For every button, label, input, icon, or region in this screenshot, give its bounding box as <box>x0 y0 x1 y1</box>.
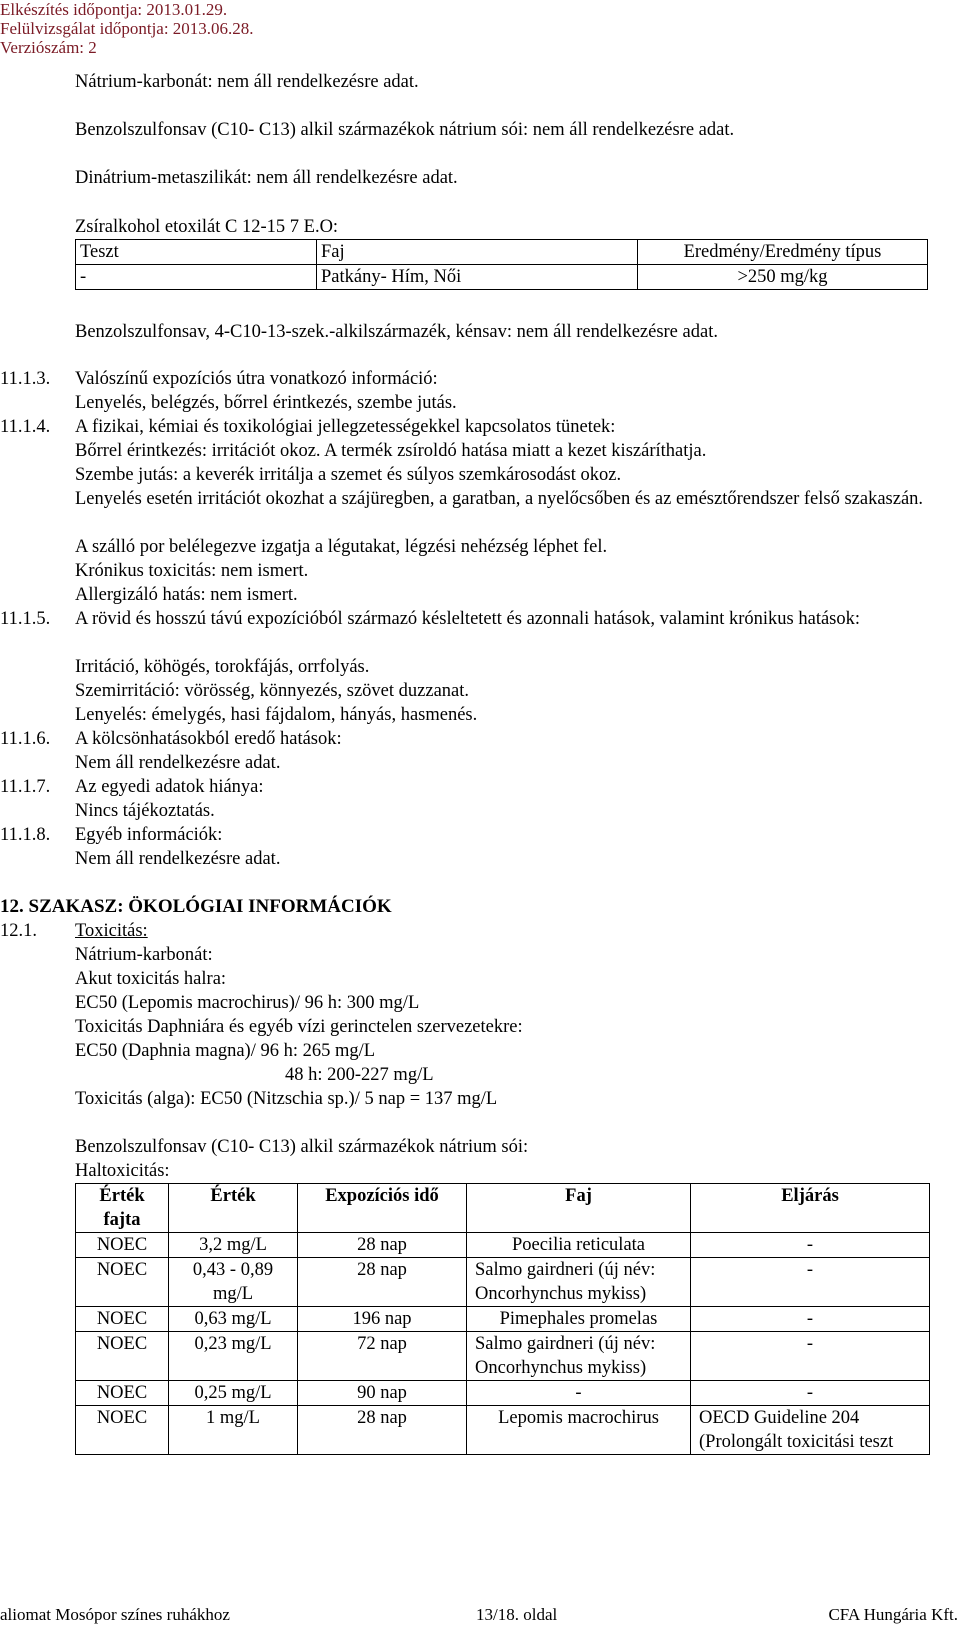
section-line: EC50 (Daphnia magna)/ 96 h: 265 mg/L <box>75 1041 376 1061</box>
table-cell: Salmo gairdneri (új név: Oncorhynchus mykiss) <box>467 1332 691 1381</box>
table-cell: NOEC <box>76 1233 169 1258</box>
table-row <box>76 1381 930 1406</box>
table-header-row <box>76 1184 930 1233</box>
section-line: Nem áll rendelkezésre adat. <box>75 753 281 773</box>
footer-product-name: aliomat Mosópor színes ruhákhoz <box>0 1605 230 1624</box>
table-cell: Pimephales promelas <box>467 1307 691 1332</box>
section-line: 48 h: 200-227 mg/L <box>285 1065 434 1085</box>
table-cell: Patkány- Hím, Női <box>317 265 638 290</box>
section-line: Nem áll rendelkezésre adat. <box>75 849 281 869</box>
table-header-cell: Érték fajta <box>76 1184 169 1233</box>
paragraph-benzenesulfonic: Benzolszulfonsav (C10- C13) alkil származékok nátrium sói: nem áll rendelkezésre adat. <box>75 120 735 140</box>
table-cell: 28 nap <box>298 1258 467 1307</box>
table-cell: NOEC <box>76 1332 169 1381</box>
section-number: 11.1.6. <box>0 729 51 749</box>
table-cell: 28 nap <box>298 1406 467 1455</box>
table-cell: 28 nap <box>298 1233 467 1258</box>
table-cell: 196 nap <box>298 1307 467 1332</box>
table-cell: 0,63 mg/L <box>169 1307 298 1332</box>
table-header-cell: Eredmény/Eredmény típus <box>638 240 928 265</box>
table-cell: 3,2 mg/L <box>169 1233 298 1258</box>
fish-toxicity-table <box>75 1183 930 1455</box>
table-row <box>76 1406 930 1455</box>
section-line: Szembe jutás: a keverék irritálja a szemet és súlyos szemkárosodást okoz. <box>75 465 622 485</box>
table-cell: - <box>691 1307 930 1332</box>
section-number: 11.1.8. <box>0 825 51 845</box>
section-line: Allergizáló hatás: nem ismert. <box>75 585 298 605</box>
fatty-alcohol-table <box>75 239 928 290</box>
table-cell: NOEC <box>76 1381 169 1406</box>
table-header-cell: Faj <box>317 240 638 265</box>
table-cell: - <box>691 1381 930 1406</box>
section-line: Lenyelés: émelygés, hasi fájdalom, hányás, hasmenés. <box>75 705 478 725</box>
table-cell: - <box>691 1258 930 1307</box>
table-cell: - <box>691 1332 930 1381</box>
table-cell: Poecilia reticulata <box>467 1233 691 1258</box>
section-title: A kölcsönhatásokból eredő hatások: <box>75 729 342 749</box>
table-cell: 72 nap <box>298 1332 467 1381</box>
section-line: Szemirritáció: vörösség, könnyezés, szövet duzzanat. <box>75 681 470 701</box>
section-line: Haltoxicitás: <box>75 1161 170 1181</box>
section-line: Benzolszulfonsav (C10- C13) alkil származékok nátrium sói: <box>75 1137 529 1157</box>
section-line: Toxicitás (alga): EC50 (Nitzschia sp.)/ 5 nap = 137 mg/L <box>75 1089 498 1109</box>
section-line: Bőrrel érintkezés: irritációt okoz. A termék zsíroldó hatása miatt a kezet kiszáríthatja. <box>75 441 707 461</box>
paragraph-sulfonic-acid: Benzolszulfonsav, 4-C10-13-szek.-alkilszármazék, kénsav: nem áll rendelkezésre adat. <box>75 322 718 342</box>
section-12-heading: 12. SZAKASZ: ÖKOLÓGIAI INFORMÁCIÓK <box>0 896 392 917</box>
table-cell: - <box>467 1381 691 1406</box>
version-number: Verziószám: 2 <box>0 38 97 57</box>
section-line: EC50 (Lepomis macrochirus)/ 96 h: 300 mg/L <box>75 993 420 1013</box>
table-header-cell: Expozíciós idő <box>298 1184 467 1233</box>
table-header-cell: Teszt <box>76 240 317 265</box>
table-cell: 0,23 mg/L <box>169 1332 298 1381</box>
table-cell: 0,43 - 0,89 mg/L <box>169 1258 298 1307</box>
table-header-cell: Eljárás <box>691 1184 930 1233</box>
section-line: Krónikus toxicitás: nem ismert. <box>75 561 309 581</box>
section-line: Nincs tájékoztatás. <box>75 801 215 821</box>
section-title: Az egyedi adatok hiánya: <box>75 777 264 797</box>
table-header-cell: Faj <box>467 1184 691 1233</box>
section-line: Lenyelés, belégzés, bőrrel érintkezés, szembe jutás. <box>75 393 457 413</box>
paragraph-sodium-carbonate: Nátrium-karbonát: nem áll rendelkezésre adat. <box>75 72 419 92</box>
section-number: 11.1.4. <box>0 417 51 437</box>
table-row <box>76 1332 930 1381</box>
paragraph-fatty-alcohol: Zsíralkohol etoxilát C 12-15 7 E.O: <box>75 217 339 237</box>
table-cell: - <box>76 265 317 290</box>
section-line: A szálló por belélegezve izgatja a légutakat, légzési nehézség léphet fel. <box>75 537 608 557</box>
table-cell: OECD Guideline 204 (Prolongált toxicitási teszt <box>691 1406 930 1455</box>
section-number: 11.1.7. <box>0 777 51 797</box>
section-title: Toxicitás: <box>75 921 148 941</box>
table-row <box>76 1307 930 1332</box>
table-cell: NOEC <box>76 1406 169 1455</box>
section-title: A rövid és hosszú távú expozícióból származó késleltetett és azonnali hatások, valamint krónikus hatások: <box>75 609 861 629</box>
table-cell: NOEC <box>76 1258 169 1307</box>
section-number: 12.1. <box>0 921 37 941</box>
section-line: Irritáció, köhögés, torokfájás, orrfolyás. <box>75 657 370 677</box>
table-row <box>76 1258 930 1307</box>
section-line: Akut toxicitás halra: <box>75 969 227 989</box>
table-cell: Lepomis macrochirus <box>467 1406 691 1455</box>
section-title: Valószínű expozíciós útra vonatkozó információ: <box>75 369 438 389</box>
table-header-cell: Érték <box>169 1184 298 1233</box>
table-header-row <box>76 240 928 265</box>
section-line: Lenyelés esetén irritációt okozhat a szájüregben, a garatban, a nyelőcsőben és az emésztőrendszer felső szakaszán. <box>75 489 924 509</box>
section-number: 11.1.3. <box>0 369 51 389</box>
table-cell: - <box>691 1233 930 1258</box>
section-line: Nátrium-karbonát: <box>75 945 213 965</box>
table-cell: 1 mg/L <box>169 1406 298 1455</box>
table-row <box>76 265 928 290</box>
section-line: Toxicitás Daphniára és egyéb vízi gerinctelen szervezetekre: <box>75 1017 523 1037</box>
section-title: Egyéb információk: <box>75 825 223 845</box>
revision-date: Felülvizsgálat időpontja: 2013.06.28. <box>0 19 254 38</box>
footer-company: CFA Hungária Kft. <box>828 1605 958 1624</box>
table-cell: >250 mg/kg <box>638 265 928 290</box>
section-number: 11.1.5. <box>0 609 51 629</box>
footer-page-number: 13/18. oldal <box>476 1605 558 1624</box>
table-cell: NOEC <box>76 1307 169 1332</box>
table-row <box>76 1233 930 1258</box>
table-cell: 0,25 mg/L <box>169 1381 298 1406</box>
created-date: Elkészítés időpontja: 2013.01.29. <box>0 0 228 19</box>
table-cell: 90 nap <box>298 1381 467 1406</box>
table-cell: Salmo gairdneri (új név: Oncorhynchus mykiss) <box>467 1258 691 1307</box>
section-title: A fizikai, kémiai és toxikológiai jellegzetességekkel kapcsolatos tünetek: <box>75 417 616 437</box>
paragraph-metasilicate: Dinátrium-metaszilikát: nem áll rendelkezésre adat. <box>75 168 458 188</box>
